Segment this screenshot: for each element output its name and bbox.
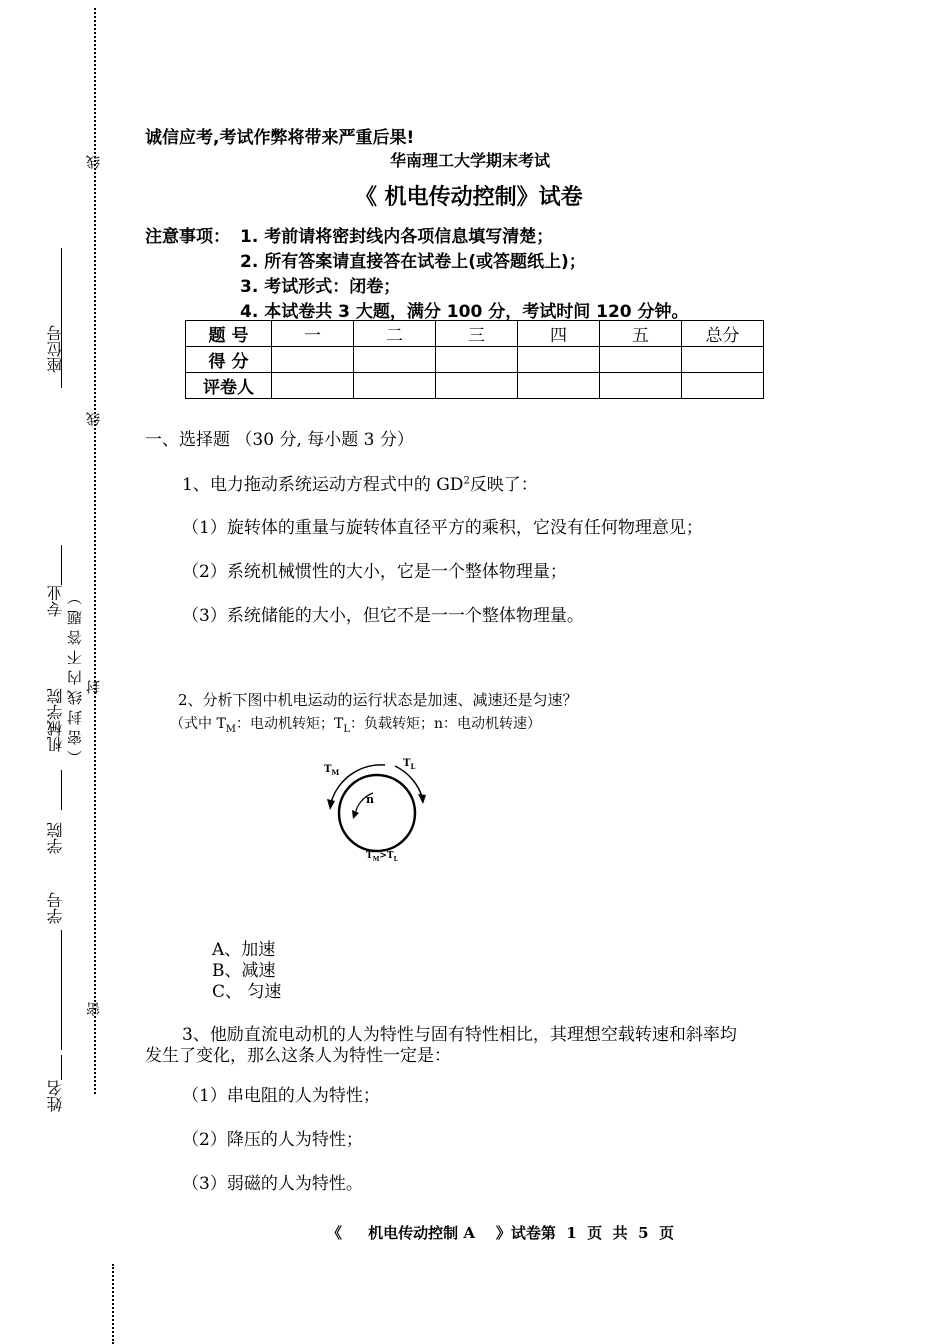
notes-label: 注意事项：	[145, 227, 230, 247]
grader-cell[interactable]	[272, 373, 354, 399]
score-cell[interactable]	[354, 347, 436, 373]
note-sub: M	[225, 723, 237, 735]
college-blank-line	[61, 770, 62, 810]
tl-letter: T	[403, 758, 411, 769]
seal-line-dotted-bottom	[112, 1264, 114, 1344]
name-blank-line	[61, 1055, 62, 1080]
score-cell[interactable]	[600, 347, 682, 373]
question-3-stem-line2: 发生了变化，那么这条人为特性一定是：	[145, 1046, 451, 1066]
grader-cell[interactable]	[518, 373, 600, 399]
margin-label-secret: 密	[86, 1002, 102, 1016]
seat-blank-line	[61, 248, 62, 388]
university-exam-title: 华南理工大学期末考试	[390, 151, 551, 170]
cond-mid: >T	[379, 851, 394, 861]
question-1-option: （3）系统储能的大小，但它不是一一个整体物理量。	[182, 606, 584, 626]
question-2-note	[170, 713, 541, 735]
question-2-option: A、加速	[212, 940, 276, 960]
question-3-option: （2）降压的人为特性；	[182, 1130, 363, 1150]
question-1-stem-sup: 2	[463, 475, 470, 487]
question-1-stem	[182, 470, 538, 495]
grader-cell[interactable]	[354, 373, 436, 399]
row-header-grader: 评卷人	[186, 373, 272, 399]
question-2-option: C、 匀速	[212, 982, 282, 1002]
column-header: 一	[272, 321, 354, 347]
margin-notice: （密封线内不答题）	[66, 585, 84, 765]
cond-letter: T	[366, 851, 373, 861]
question-1-stem-prefix: 1、电力拖动系统运动方程式中的 GD	[182, 475, 464, 495]
score-cell[interactable]	[272, 347, 354, 373]
score-cell[interactable]	[518, 347, 600, 373]
condition-label	[366, 851, 398, 863]
tm-letter: T	[324, 764, 332, 775]
row-header-score: 得 分	[186, 347, 272, 373]
margin-label-seal: 封	[86, 680, 102, 694]
tm-sub: M	[331, 768, 340, 777]
cond-sub: L	[393, 855, 398, 863]
cond-sub: M	[372, 855, 380, 863]
note-item: 1. 考前请将密封线内各项信息填写清楚；	[240, 227, 554, 247]
grader-cell[interactable]	[436, 373, 518, 399]
question-3-option: （1）串电阻的人为特性；	[182, 1086, 380, 1106]
column-header: 三	[436, 321, 518, 347]
tl-label	[403, 758, 415, 771]
note-sub: L	[343, 723, 351, 735]
question-2-option: B、减速	[212, 961, 276, 981]
column-header: 总分	[682, 321, 764, 347]
margin-label-seat: 座位号	[46, 325, 65, 373]
question-1-stem-suffix: 反映了：	[469, 475, 538, 495]
note-item: 2. 所有答案请直接答在试卷上(或答题纸上)；	[240, 252, 586, 272]
tm-label	[324, 764, 339, 777]
margin-label-major: 专业	[46, 585, 65, 617]
margin-college-name: 机械学院	[46, 688, 65, 752]
column-header: 五	[600, 321, 682, 347]
note-item: 3. 考试形式：闭卷；	[240, 277, 401, 297]
note-part: ：负载转矩；n：电动机转速）	[350, 716, 542, 732]
tl-arrowhead	[418, 794, 426, 804]
grader-cell[interactable]	[600, 373, 682, 399]
column-header: 二	[354, 321, 436, 347]
table-row	[186, 347, 764, 373]
seal-line-dotted	[94, 8, 96, 1094]
n-label: n	[366, 793, 374, 806]
row-header-question-no: 题 号	[186, 321, 272, 347]
tm-arrowhead	[327, 799, 335, 810]
score-table	[185, 320, 764, 399]
note-part: ：电动机转矩；T	[236, 716, 344, 732]
score-cell[interactable]	[682, 347, 764, 373]
margin-label-line-top: 线	[86, 155, 102, 169]
page-footer: 《 机电传动控制 A 》试卷第 1 页 共 5 页	[327, 1224, 674, 1242]
student-id-blank-line	[61, 930, 62, 1050]
rotor-circle	[339, 775, 415, 851]
table-row	[186, 373, 764, 399]
paper-title: 《 机电传动控制》试卷	[355, 185, 583, 210]
honesty-warning: 诚信应考,考试作弊将带来严重后果!	[145, 128, 415, 148]
note-item: 4. 本试卷共 3 大题，满分 100 分，考试时间 120 分钟。	[240, 302, 689, 322]
major-blank-line	[61, 545, 62, 585]
tl-sub: L	[410, 762, 416, 771]
section-heading: 一、选择题 （30 分, 每小题 3 分）	[145, 430, 414, 450]
column-header: 四	[518, 321, 600, 347]
margin-label-student-id: 学号	[46, 892, 65, 924]
question-1-option: （1）旋转体的重量与旋转体直径平方的乘积，它没有任何物理意见；	[182, 518, 703, 538]
margin-label-line-mid: 线	[86, 412, 102, 426]
question-2-stem: 2、分析下图中机电运动的运行状态是加速、减速还是匀速？	[178, 691, 578, 709]
margin-label-college: 学院	[46, 822, 65, 854]
score-cell[interactable]	[436, 347, 518, 373]
margin-label-name: 姓名	[46, 1080, 65, 1112]
question-3-stem-line1: 3、他励直流电动机的人为特性与固有特性相比，其理想空载转速和斜率均	[182, 1025, 737, 1045]
note-part: （式中 T	[170, 716, 226, 732]
table-row	[186, 321, 764, 347]
grader-cell[interactable]	[682, 373, 764, 399]
question-3-option: （3）弱磁的人为特性。	[182, 1174, 363, 1194]
question-1-option: （2）系统机械惯性的大小，它是一个整体物理量；	[182, 562, 567, 582]
